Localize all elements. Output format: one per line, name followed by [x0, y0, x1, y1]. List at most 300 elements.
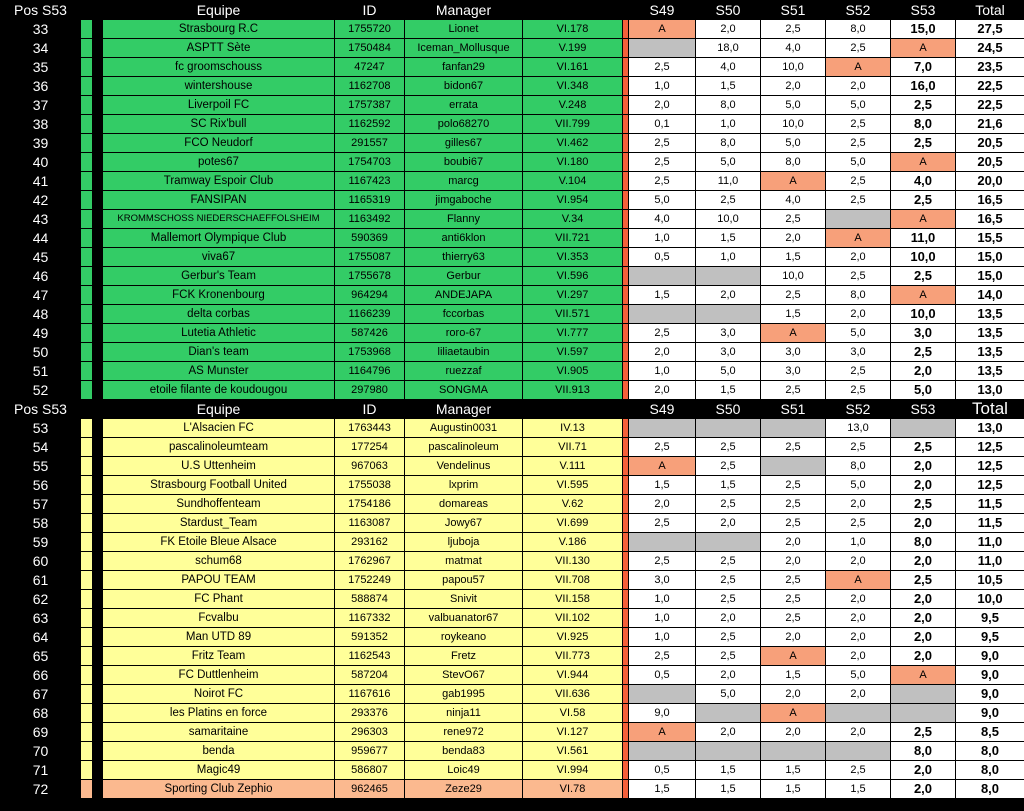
score-s52: 2,0: [826, 723, 891, 742]
level-cell: VI.161: [523, 58, 623, 77]
header-manager: Manager: [405, 400, 523, 419]
id-cell: 1752249: [335, 571, 405, 590]
total-cell: 15,0: [956, 248, 1024, 267]
score-s52: 2,5: [826, 362, 891, 381]
score-s52: 2,5: [826, 134, 891, 153]
header-s51: S51: [761, 400, 826, 419]
score-s49: 0,5: [629, 248, 696, 267]
score-s51: 1,5: [761, 666, 826, 685]
id-cell: 967063: [335, 457, 405, 476]
team-cell: etoile filante de koudougou: [103, 381, 335, 400]
manager-cell: Vendelinus: [405, 457, 523, 476]
divider-strip: [93, 704, 103, 723]
table-row: [1, 704, 1024, 723]
manager-cell: valbuanator67: [405, 609, 523, 628]
table-row: [1, 438, 1024, 457]
score-s50: 2,5: [696, 438, 761, 457]
manager-cell: pascalinoleum: [405, 438, 523, 457]
score-s50: 2,0: [696, 514, 761, 533]
score-s52: 8,0: [826, 20, 891, 39]
table-row: [1, 115, 1024, 134]
level-cell: VII.71: [523, 438, 623, 457]
position-cell: 46: [1, 267, 81, 286]
color-marker: [81, 609, 93, 628]
score-s52: A: [826, 58, 891, 77]
manager-cell: domareas: [405, 495, 523, 514]
score-s49: 2,0: [629, 343, 696, 362]
score-s49: 9,0: [629, 704, 696, 723]
position-cell: 45: [1, 248, 81, 267]
team-cell: Sundhoffenteam: [103, 495, 335, 514]
score-s51: [761, 457, 826, 476]
total-cell: 24,5: [956, 39, 1024, 58]
color-marker: [81, 476, 93, 495]
divider-strip: [93, 305, 103, 324]
id-cell: 1163492: [335, 210, 405, 229]
header-team: Equipe: [103, 400, 335, 419]
table-row: [1, 590, 1024, 609]
score-s52: 2,5: [826, 381, 891, 400]
table-row: [1, 381, 1024, 400]
score-s52: 2,0: [826, 552, 891, 571]
manager-cell: ljuboja: [405, 533, 523, 552]
team-cell: viva67: [103, 248, 335, 267]
table-row: [1, 666, 1024, 685]
manager-cell: Jowy67: [405, 514, 523, 533]
total-cell: 8,0: [956, 742, 1024, 761]
divider-strip: [93, 324, 103, 343]
color-marker: [81, 153, 93, 172]
divider-strip: [93, 628, 103, 647]
team-cell: benda: [103, 742, 335, 761]
score-s52: 5,0: [826, 476, 891, 495]
header-total: Total: [956, 400, 1024, 419]
total-cell: 14,0: [956, 286, 1024, 305]
manager-cell: liliaetaubin: [405, 343, 523, 362]
score-s51: 2,0: [761, 628, 826, 647]
score-s52: 2,0: [826, 305, 891, 324]
score-s51: 2,5: [761, 286, 826, 305]
score-s49: [629, 419, 696, 438]
id-cell: 962465: [335, 780, 405, 799]
score-s51: 2,0: [761, 552, 826, 571]
position-cell: 53: [1, 419, 81, 438]
manager-cell: Fretz: [405, 647, 523, 666]
level-cell: VII.773: [523, 647, 623, 666]
header-s50: S50: [696, 400, 761, 419]
team-cell: schum68: [103, 552, 335, 571]
score-s50: 2,5: [696, 571, 761, 590]
score-s52: 5,0: [826, 324, 891, 343]
manager-cell: lxprim: [405, 476, 523, 495]
score-s53: 8,0: [891, 115, 956, 134]
color-marker: [81, 324, 93, 343]
total-cell: 11,5: [956, 495, 1024, 514]
id-cell: 1755087: [335, 248, 405, 267]
divider-strip: [93, 248, 103, 267]
manager-cell: jimgaboche: [405, 191, 523, 210]
color-marker: [81, 723, 93, 742]
divider-strip: [93, 552, 103, 571]
score-s53: 2,0: [891, 457, 956, 476]
total-cell: 21,6: [956, 115, 1024, 134]
level-cell: VI.596: [523, 267, 623, 286]
score-s51: 2,5: [761, 20, 826, 39]
total-cell: 15,0: [956, 267, 1024, 286]
score-s49: A: [629, 457, 696, 476]
score-s50: 2,0: [696, 20, 761, 39]
divider-strip: [93, 343, 103, 362]
manager-cell: papou57: [405, 571, 523, 590]
id-cell: 1755678: [335, 267, 405, 286]
table-row: [1, 457, 1024, 476]
score-s53: 10,0: [891, 248, 956, 267]
score-s51: 1,5: [761, 305, 826, 324]
score-s49: 2,0: [629, 96, 696, 115]
color-marker: [81, 172, 93, 191]
score-s50: 1,5: [696, 761, 761, 780]
score-s49: 2,5: [629, 58, 696, 77]
score-s53: 16,0: [891, 77, 956, 96]
score-s53: 7,0: [891, 58, 956, 77]
position-cell: 38: [1, 115, 81, 134]
score-s52: A: [826, 229, 891, 248]
level-cell: VII.913: [523, 381, 623, 400]
team-cell: Liverpoil FC: [103, 96, 335, 115]
position-cell: 44: [1, 229, 81, 248]
header-spacer: [81, 1, 103, 20]
score-s51: A: [761, 324, 826, 343]
color-marker: [81, 685, 93, 704]
table-row: [1, 476, 1024, 495]
score-s49: 2,5: [629, 172, 696, 191]
table-row: [1, 533, 1024, 552]
score-s53: A: [891, 666, 956, 685]
position-cell: 47: [1, 286, 81, 305]
id-cell: 291557: [335, 134, 405, 153]
score-s50: 3,0: [696, 343, 761, 362]
divider-strip: [93, 286, 103, 305]
divider-strip: [93, 780, 103, 799]
position-cell: 35: [1, 58, 81, 77]
divider-strip: [93, 609, 103, 628]
team-cell: fc groomschouss: [103, 58, 335, 77]
score-s52: 13,0: [826, 419, 891, 438]
id-cell: 1757387: [335, 96, 405, 115]
table-row: [1, 172, 1024, 191]
color-marker: [81, 210, 93, 229]
score-s49: [629, 742, 696, 761]
position-cell: 50: [1, 343, 81, 362]
bottom-section: [1, 400, 1024, 799]
score-s53: 2,5: [891, 191, 956, 210]
level-cell: VI.78: [523, 780, 623, 799]
id-cell: 1162708: [335, 77, 405, 96]
color-marker: [81, 457, 93, 476]
score-s53: 2,5: [891, 96, 956, 115]
divider-strip: [93, 457, 103, 476]
level-cell: V.62: [523, 495, 623, 514]
manager-cell: fccorbas: [405, 305, 523, 324]
score-s52: A: [826, 571, 891, 590]
team-cell: SC Rix'bull: [103, 115, 335, 134]
score-s51: 5,0: [761, 96, 826, 115]
color-marker: [81, 780, 93, 799]
header-s50: S50: [696, 1, 761, 20]
position-cell: 48: [1, 305, 81, 324]
team-cell: Strasbourg R.C: [103, 20, 335, 39]
team-cell: AS Munster: [103, 362, 335, 381]
score-s49: [629, 39, 696, 58]
score-s52: 2,0: [826, 609, 891, 628]
total-cell: 9,0: [956, 647, 1024, 666]
level-cell: VI.777: [523, 324, 623, 343]
score-s51: 5,0: [761, 134, 826, 153]
score-s53: 2,0: [891, 780, 956, 799]
team-cell: ASPTT Sète: [103, 39, 335, 58]
position-cell: 60: [1, 552, 81, 571]
position-cell: 69: [1, 723, 81, 742]
position-cell: 57: [1, 495, 81, 514]
level-cell: VII.708: [523, 571, 623, 590]
total-cell: 9,0: [956, 704, 1024, 723]
total-cell: 22,5: [956, 96, 1024, 115]
score-s53: [891, 704, 956, 723]
table-row: [1, 761, 1024, 780]
score-s49: 1,0: [629, 362, 696, 381]
header-s52: S52: [826, 1, 891, 20]
divider-strip: [93, 267, 103, 286]
manager-cell: ruezzaf: [405, 362, 523, 381]
id-cell: 591352: [335, 628, 405, 647]
score-s49: [629, 533, 696, 552]
manager-cell: Snivit: [405, 590, 523, 609]
table-row: [1, 153, 1024, 172]
table-row: [1, 20, 1024, 39]
total-cell: 23,5: [956, 58, 1024, 77]
table-row: [1, 305, 1024, 324]
divider-strip: [93, 419, 103, 438]
team-cell: samaritaine: [103, 723, 335, 742]
score-s50: 11,0: [696, 172, 761, 191]
score-s50: 18,0: [696, 39, 761, 58]
score-s50: [696, 704, 761, 723]
position-cell: 67: [1, 685, 81, 704]
team-cell: Man UTD 89: [103, 628, 335, 647]
score-s49: 2,5: [629, 324, 696, 343]
score-s52: [826, 704, 891, 723]
id-cell: 1762967: [335, 552, 405, 571]
score-s51: 2,5: [761, 571, 826, 590]
team-cell: les Platins en force: [103, 704, 335, 723]
color-marker: [81, 552, 93, 571]
score-s51: 10,0: [761, 115, 826, 134]
table-row: [1, 628, 1024, 647]
table-row: [1, 419, 1024, 438]
score-s51: 2,5: [761, 476, 826, 495]
level-cell: VI.180: [523, 153, 623, 172]
score-s53: A: [891, 153, 956, 172]
team-cell: FK Etoile Bleue Alsace: [103, 533, 335, 552]
score-s51: 2,5: [761, 210, 826, 229]
total-cell: 27,5: [956, 20, 1024, 39]
color-marker: [81, 362, 93, 381]
divider-strip: [93, 77, 103, 96]
score-s50: 5,0: [696, 362, 761, 381]
divider-strip: [93, 742, 103, 761]
score-s53: 2,0: [891, 514, 956, 533]
score-s49: 2,5: [629, 552, 696, 571]
header-s49: S49: [629, 400, 696, 419]
manager-cell: gab1995: [405, 685, 523, 704]
position-cell: 49: [1, 324, 81, 343]
team-cell: wintershouse: [103, 77, 335, 96]
manager-cell: gilles67: [405, 134, 523, 153]
score-s51: 10,0: [761, 267, 826, 286]
position-cell: 70: [1, 742, 81, 761]
level-cell: VI.178: [523, 20, 623, 39]
position-cell: 71: [1, 761, 81, 780]
score-s50: 8,0: [696, 96, 761, 115]
manager-cell: marcg: [405, 172, 523, 191]
id-cell: 588874: [335, 590, 405, 609]
color-marker: [81, 704, 93, 723]
total-cell: 11,5: [956, 514, 1024, 533]
header-spacer: [523, 1, 629, 20]
score-s51: 2,0: [761, 533, 826, 552]
position-cell: 58: [1, 514, 81, 533]
divider-strip: [93, 438, 103, 457]
score-s50: 4,0: [696, 58, 761, 77]
score-s51: 3,0: [761, 362, 826, 381]
level-cell: VII.636: [523, 685, 623, 704]
level-cell: VI.595: [523, 476, 623, 495]
divider-strip: [93, 685, 103, 704]
manager-cell: polo68270: [405, 115, 523, 134]
score-s50: [696, 533, 761, 552]
score-s52: 5,0: [826, 666, 891, 685]
position-cell: 72: [1, 780, 81, 799]
score-s53: 4,0: [891, 172, 956, 191]
color-marker: [81, 438, 93, 457]
score-s53: 8,0: [891, 742, 956, 761]
team-cell: KROMMSCHOSS NIEDERSCHAEFFOLSHEIM: [103, 210, 335, 229]
divider-strip: [93, 590, 103, 609]
score-s52: 2,5: [826, 761, 891, 780]
id-cell: 1753968: [335, 343, 405, 362]
score-s50: 5,0: [696, 153, 761, 172]
total-cell: 11,0: [956, 533, 1024, 552]
score-s53: 15,0: [891, 20, 956, 39]
id-cell: 1755720: [335, 20, 405, 39]
color-marker: [81, 39, 93, 58]
manager-cell: ninja11: [405, 704, 523, 723]
table-row: [1, 96, 1024, 115]
manager-cell: roykeano: [405, 628, 523, 647]
total-cell: 20,0: [956, 172, 1024, 191]
id-cell: 1750484: [335, 39, 405, 58]
score-s51: [761, 419, 826, 438]
score-s49: [629, 267, 696, 286]
score-s52: 2,5: [826, 172, 891, 191]
id-cell: 1167616: [335, 685, 405, 704]
level-cell: VII.721: [523, 229, 623, 248]
header-s53: S53: [891, 1, 956, 20]
score-s53: [891, 419, 956, 438]
score-s53: 2,0: [891, 362, 956, 381]
score-s50: 8,0: [696, 134, 761, 153]
team-cell: FCO Neudorf: [103, 134, 335, 153]
table-row: [1, 134, 1024, 153]
divider-strip: [93, 647, 103, 666]
score-s50: 2,5: [696, 628, 761, 647]
score-s53: A: [891, 210, 956, 229]
score-s53: 2,5: [891, 267, 956, 286]
score-s51: 3,0: [761, 343, 826, 362]
divider-strip: [93, 476, 103, 495]
manager-cell: rene972: [405, 723, 523, 742]
total-cell: 12,5: [956, 438, 1024, 457]
color-marker: [81, 533, 93, 552]
team-cell: Mallemort Olympique Club: [103, 229, 335, 248]
color-marker: [81, 77, 93, 96]
level-cell: IV.13: [523, 419, 623, 438]
level-cell: VI.699: [523, 514, 623, 533]
score-s50: 1,5: [696, 476, 761, 495]
score-s49: 2,5: [629, 153, 696, 172]
color-marker: [81, 229, 93, 248]
color-marker: [81, 666, 93, 685]
position-cell: 37: [1, 96, 81, 115]
score-s53: 2,0: [891, 628, 956, 647]
color-marker: [81, 628, 93, 647]
total-cell: 22,5: [956, 77, 1024, 96]
color-marker: [81, 58, 93, 77]
score-s49: 0,1: [629, 115, 696, 134]
position-cell: 63: [1, 609, 81, 628]
score-s52: 2,0: [826, 628, 891, 647]
score-s51: 2,5: [761, 438, 826, 457]
score-s49: A: [629, 20, 696, 39]
score-s50: 2,5: [696, 647, 761, 666]
table-row: [1, 191, 1024, 210]
score-s49: 2,5: [629, 647, 696, 666]
header-row: [1, 400, 1024, 419]
score-s50: 10,0: [696, 210, 761, 229]
manager-cell: benda83: [405, 742, 523, 761]
divider-strip: [93, 153, 103, 172]
score-s49: 1,5: [629, 780, 696, 799]
id-cell: 1166239: [335, 305, 405, 324]
total-cell: 13,5: [956, 305, 1024, 324]
level-cell: VII.571: [523, 305, 623, 324]
table-row: [1, 39, 1024, 58]
color-marker: [81, 267, 93, 286]
level-cell: VI.561: [523, 742, 623, 761]
id-cell: 1165319: [335, 191, 405, 210]
table-row: [1, 780, 1024, 799]
divider-strip: [93, 533, 103, 552]
manager-cell: anti6klon: [405, 229, 523, 248]
score-s52: 2,5: [826, 191, 891, 210]
score-s52: 8,0: [826, 457, 891, 476]
divider-strip: [93, 191, 103, 210]
score-s52: 2,0: [826, 495, 891, 514]
score-s52: 2,5: [826, 514, 891, 533]
level-cell: V.34: [523, 210, 623, 229]
level-cell: V.186: [523, 533, 623, 552]
total-cell: 13,5: [956, 324, 1024, 343]
